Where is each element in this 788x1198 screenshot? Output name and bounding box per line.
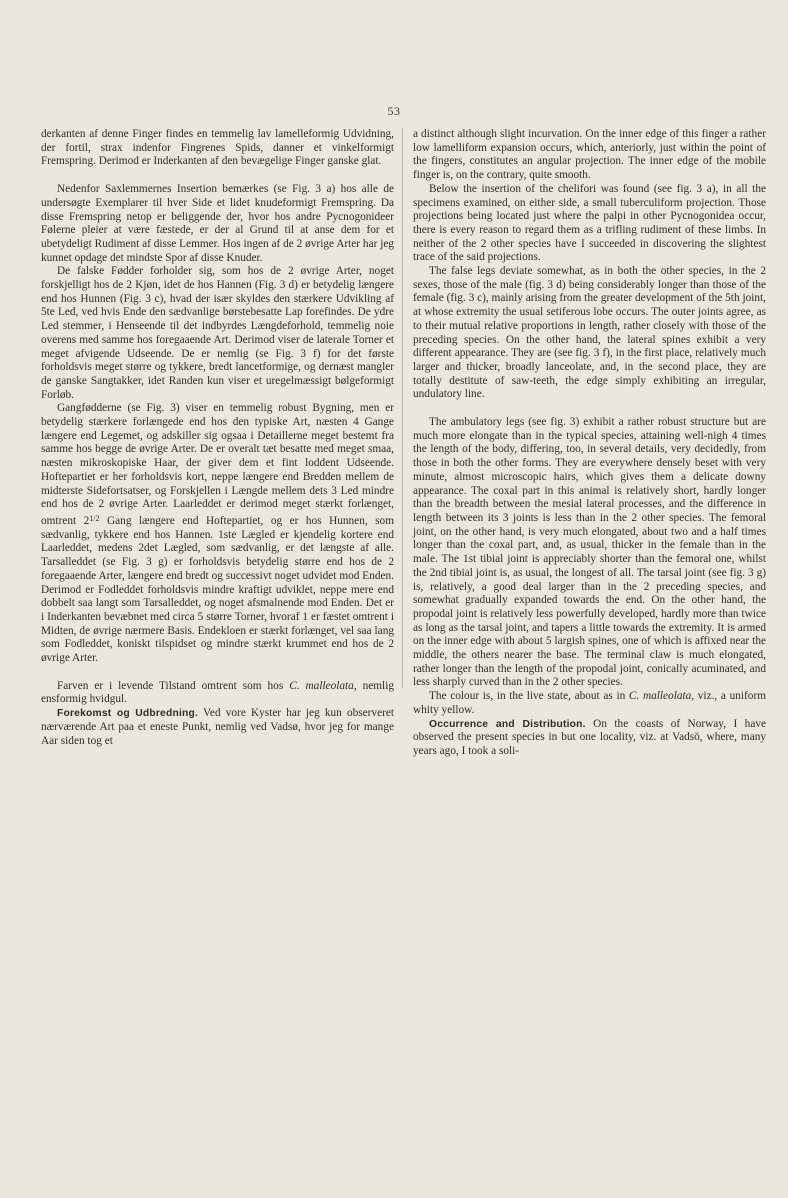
paragraph-text: Gang længere end Hoftepartiet, og er hos Hunnen, som sædvanlig, tykkere end hos Hannen. 1ste Lægled er kjendelig kortere end Laarleddet, medens 2det Lægled, som sædvanlig, er det længste af alle. Tarsalleddet (se Fig. 3 g) er forholdsvis betydelig større end hos de 2 foregaaende Arter, længere end bredt og successivt noget udvidet mod Enden. Derimod er Fodleddet forholdsvis mindre kraftigt udviklet, neppe mere end dobbelt saa langt som Tarsalleddet, og noget afsmalnende mod Enden. Det er i Inderkanten bevæbnet med circa 5 større Torner, hvoraf 1 er fæstet omtrent i Midten, de øvrige nærmere Basis. Endekloen er stærkt forlænget, vel saa lang som Fodleddet, koniskt tilspidset og mindre stærkt krummet end hos de 2 øvrige Arter. bbox=[41, 514, 394, 665]
paragraph: De falske Fødder forholder sig, som hos de 2 øvrige Arter, noget forskjelligt hos de 2 Kjøn, idet de hos Hannen (Fig. 3 d) er betydelig længere end hos Hunnen (Fig. 3 c), hvad der især skyldes den stærkere Udvikling af 5te Led, ved hvis Ende den sædvanlige børstebesatte Lap forefindes. De ydre Led stemmer, i Henseende til det indbyrdes Længdeforhold, temmelig noie overens med samme hos foregaaende Art. Derimod viser de laterale Torner et meget afvigende Udseende. De er nemlig (se Fig. 3 f) for det første forholdsvis meget større og tykkere, bredt lancetformige, og dernæst mangler de ganske Sangtakker, idet Randen kun viser et uregelmæssigt bølgeformigt Forløb. bbox=[41, 265, 394, 401]
paragraph-text: The colour is, in the live state, about as in bbox=[429, 690, 629, 703]
fraction: 1/2 bbox=[89, 513, 100, 523]
paragraph bbox=[413, 690, 766, 717]
paragraph bbox=[413, 718, 766, 759]
paragraph bbox=[41, 707, 394, 748]
section-heading: Occurrence and Distribution. bbox=[429, 718, 586, 730]
paragraph: The ambulatory legs (see fig. 3) exhibit a rather robust structure but are much more elongate than in the typical species, attaining well-nigh 4 times the length of the body, differing, too, in several details, very decidedly, from those in both the other forms. They are everywhere densely beset with very minute, almost microscopic hairs, which gives them a delicate downy appearance. The coxal part in this animal is relatively short, hardly longer than the breadth between the mesial lateral processes, and the difference in length between its 3 joints is less than in the 2 other species. The femoral joint, on the other hand, is very much elongated, about two and a half times longer than the coxal part, and, as usual, thicker in the female than in the male. The 1st tibial joint is appreciably shorter than the femoral one, whilst the 2nd tibial joint is, as usual, the longest of all. The tarsal joint (see fig. 3 g) is, relatively, a good deal larger than in the 2 preceding species, and somewhat gradually expanded towards the end. On the other hand, the propodal joint is relatively less powerfully developed, hardly more than twice as long as the tarsal joint, and tapers a little towards the extremity. It is armed on the inner edge with about 5 largish spines, one of which is affixed near the middle, the others nearer the base. The terminal claw is much elongated, rather longer than the length of the propodal joint, conically acuminated, and less sharply curved than in the 2 other species. bbox=[413, 416, 766, 689]
paragraph: derkanten af denne Finger findes en temmelig lav lamelleformig Udvidning, der fortil, strax indenfor Fingrenes Spids, danner et vinkelformigt Fremspring. Derimod er Inderkanten af den bevægelige Finger ganske glat. bbox=[41, 128, 394, 168]
column-divider bbox=[402, 128, 403, 688]
paragraph: The false legs deviate somewhat, as in both the other species, in the 2 sexes, those of the male (fig. 3 d) being considerably longer than those of the female (fig. 3 c), mainly arising from the greater development of the 5th joint, at whose extremity the usual setiferous lobe occurs. The outer joints agree, as to their mutual relative proportions in length, rather closely with those of the preceding species. On the other hand, the lateral spines exhibit a very different appearance. They are (see fig. 3 f), in the first place, relatively much larger and thicker, broadly lanceolate, and, in the second place, they are totally destitute of saw-teeth, the edge simply exhibiting an irregular, undulatory line. bbox=[413, 265, 766, 401]
paragraph bbox=[41, 402, 394, 665]
paragraph: a distinct although slight incurvation. On the inner edge of this finger a rather low lamelliform expansion occurs, which, anteriorly, just within the point of the fingers, constitutes an angular projection. The inner edge of the mobile finger is, on the contrary, quite smooth. bbox=[413, 128, 766, 182]
paragraph-text: , viz., a uniform whity yellow. bbox=[413, 690, 766, 716]
page-number: 53 bbox=[387, 104, 401, 118]
paragraph-text: Farven er i levende Tilstand omtrent som hos bbox=[57, 679, 290, 692]
paragraph: Below the insertion of the chelifori was found (see fig. 3 a), in all the specimens examined, on either side, a small tuberculiform projection. Those projections being located just where the palpi in other Pycnogonidea occur, there is every reason to regard them as a trifling rudiment of these limbs. In neither of the 2 other species have I succeeded in discovering the slightest trace of the said projections. bbox=[413, 182, 766, 264]
english-text-column bbox=[413, 128, 766, 759]
species-name: C. malleolata bbox=[289, 679, 354, 692]
paragraph-text: On the coasts of Norway, I have observed the present species in but one locality, viz. at Vadsö, where, many years ago, I took a soli- bbox=[413, 717, 766, 757]
paragraph bbox=[41, 680, 394, 707]
paragraph-text: Ved vore Kyster har jeg kun observeret nærværende Art paa et eneste Punkt, nemlig ved Vadsø, hvor jeg for mange Aar siden tog et bbox=[41, 707, 394, 747]
paragraph: Nedenfor Saxlemmernes Insertion bemærkes (se Fig. 3 a) hos alle de undersøgte Exemplarer til hver Side et lidet knudeformigt Fremspring. Da disse Fremspring netop er beliggende der, hvor hos andre Pycnogonideer Følerne pleier at være fæstede, er der al Grund til at anse dem for et ubetydeligt Rudiment af disse Lemmer. Hos ingen af de 2 øvrige Arter har jeg kunnet opdage det mindste Spor af disse Knuder. bbox=[41, 183, 394, 264]
species-name: C. malleolata bbox=[628, 690, 692, 703]
norwegian-text-column bbox=[41, 128, 394, 748]
section-heading: Forekomst og Udbredning. bbox=[57, 708, 199, 720]
paragraph-text: Gangfødderne (se Fig. 3) viser en temmelig robust Bygning, men er betydelig stærkere forlængede end hos den typiske Art, næsten 4 Gange længere end Legemet, og adskiller sig ogsaa i Detaillerne meget bestemt fra samme hos begge de øvrige Arter. De er overalt tæt besatte med meget smaa, næsten mikroskopiske Haar, der giver dem et fint loddent Udseende. Hoftepartiet er her forholdsvis kort, neppe længere end Bredden mellem de midterste Sidefortsatser, og Forskjellen i Længde mellem dets 3 Led mindre end hos de 2 øvrige Arter. Laarleddet er derimod meget stærkt forlænget, omtrent 2 bbox=[41, 402, 394, 527]
paragraph-text: , nemlig ensformig hvidgul. bbox=[41, 679, 394, 706]
